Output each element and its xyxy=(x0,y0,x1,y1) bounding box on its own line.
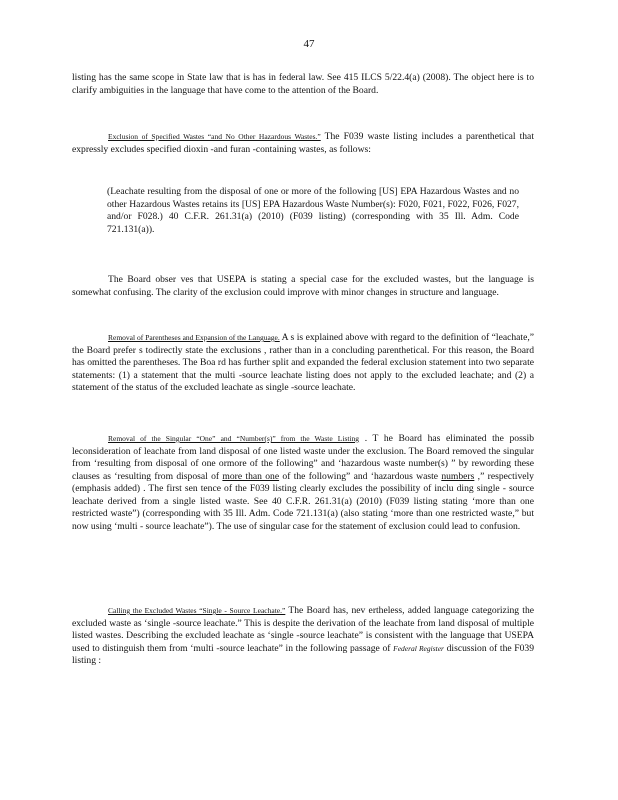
page-number: 47 xyxy=(303,38,315,50)
paragraph-exclusion xyxy=(72,131,534,156)
paragraph-single-source-text-2: discussion of the F039 listing : xyxy=(72,642,534,666)
heading-single-source: Calling the Excluded Wastes “Single - Source Leachate.” xyxy=(108,606,286,615)
paragraph-single-source xyxy=(72,605,534,668)
paragraph-intro: listing has the same scope in State law that is has in federal law. See 415 ILCS 5/22.4(a) (2008). The object here is to clarify ambiguities in the language that have come to the attention of the Board. xyxy=(72,72,534,96)
paragraph-removal-singular xyxy=(72,433,534,533)
heading-exclusion: Exclusion of Specified Wastes “and No Other Hazardous Wastes.” xyxy=(108,132,321,141)
heading-removal-singular: Removal of the Singular “One” and “Number(s)” from the Waste Listing xyxy=(108,434,360,443)
paragraph-removal-parentheses-text: A s is explained above with regard to the definition of “leachate,” the Board prefer s todirectly state the exclusions , rather than in a concluding parenthetical. For this reason, the Board has omitted the parentheses. The Boa rd has further split and expanded the federal exclusion statement into two separate statements: (1) a statement that the multi -source leachate listing does not apply to the excluded leachate; and (2) a statement of the status of the excluded leachate as single -source leachate. xyxy=(72,332,534,393)
paragraph-removal-singular-text-3: ,” respectively (emphasis added) . The first sen tence of the F039 listing clearly excludes the possibility of inclu ding single - source leachate derived from a single listed waste. See 40 C.F.R. 261.31(a) (2010) (F039 listing stating ‘more than one restricted waste”) (corresponding with 35 Ill. Adm. Code 721.131(a) (also stating ‘more than one restricted waste,” but now using ‘multi - source leachate”). The use of singular case for the statement of exclusion could lead to confusion. xyxy=(72,470,534,532)
paragraph-single-source-text-1: The Board has, nev ertheless, added language categorizing the excluded waste as ‘single -source leachate.” This is despite the derivation of the leachate from land disposal of multiple listed wastes. Describing the excluded leachate as ‘single -source leachate” is consistent with the language that USEPA used to distinguish them from ‘multi -source leachate” in the following passage of xyxy=(72,605,534,654)
emphasis-more-than-one: more than one xyxy=(222,470,280,482)
emphasis-numbers: numbers xyxy=(441,470,475,482)
paragraph-removal-singular-text-1: . T he Board has eliminated the possib leconsideration of leachate from land disposal of one listed waste under the exclusion. The Board removed the singular from ‘resulting from disposal of one ormore of the following” and ‘hazardous waste number(s) ” by rewording these clauses as ‘resulting from disposal of xyxy=(72,433,535,482)
citation-federal-register: Federal Register xyxy=(393,643,444,653)
paragraph-removal-parentheses xyxy=(72,332,534,395)
paragraph-exclusion-text: The F039 waste listing includes a parenthetical that expressly excludes specified dioxin -and furan -containing wastes, as follows: xyxy=(72,131,534,155)
heading-removal-parentheses: Removal of Parentheses and Expansion of the Language. xyxy=(108,333,280,342)
block-quote: (Leachate resulting from the disposal of one or more of the following [US] EPA Hazardous Wastes and no other Hazardous Wastes retains its [US] EPA Hazardous Waste Number(s): F020, F021, F022, F026, F027, and/or F028.) 40 C.F.R. 261.31(a) (2010) (F039 listing) (corresponding with 35 Ill. Adm. Code 721.131(a)). xyxy=(107,186,519,235)
paragraph-removal-singular-text-2: of the following” and ‘hazardous waste xyxy=(279,470,442,482)
paragraph-observation: The Board obser ves that USEPA is stating a special case for the excluded wastes, but the language is somewhat confusing. The clarity of the exclusion could improve with minor changes in structure and language. xyxy=(72,274,534,298)
